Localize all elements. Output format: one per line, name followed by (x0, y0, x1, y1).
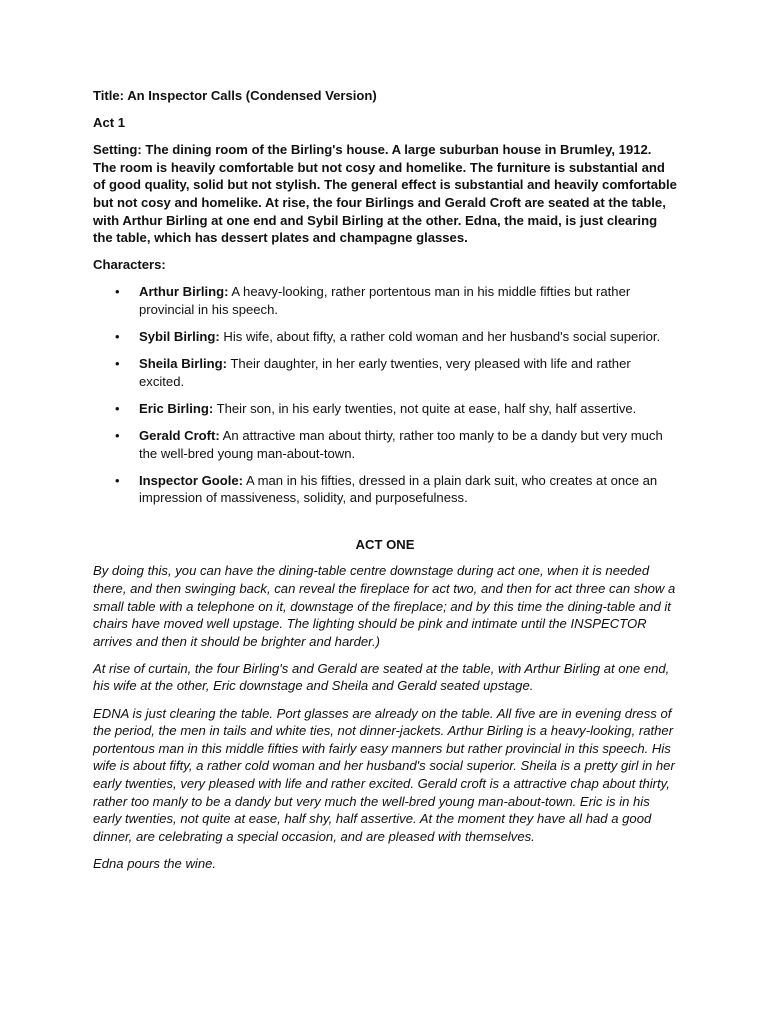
character-name: Arthur Birling: (139, 284, 229, 300)
character-item-sheila-birling (93, 355, 677, 390)
character-description: His wife, about fifty, a rather cold woman and her husband's social superior. (223, 329, 661, 345)
character-item-eric-birling (93, 400, 677, 418)
character-item-arthur-birling (93, 283, 677, 318)
setting-paragraph: Setting: The dining room of the Birling's house. A large suburban house in Brumley, 1912. The room is heavily comfortable but not cosy and homelike. The furniture is substantial and of good quality, solid but not stylish. The general effect is substantial and heavily comfortable but not cosy and homelike. At rise, the four Birlings and Gerald Croft are seated at the table, with Arthur Birling at one end and Sybil Birling at the other. Edna, the maid, is just clearing the table, which has dessert plates and champagne glasses. (93, 142, 677, 246)
bullet-icon: • (115, 472, 120, 488)
character-description: Their son, in his early twenties, not quite at ease, half shy, half assertive. (216, 400, 637, 416)
characters-heading: Characters: (93, 257, 166, 273)
bullet-icon: • (115, 400, 120, 416)
character-item-sybil-birling (93, 328, 677, 346)
stage-direction-paragraph: By doing this, you can have the dining-table centre downstage during act one, when it is needed there, and then swinging back, can reveal the fireplace for act two, and then for act three can show a small table with a telephone on it, downstage of the fireplace; and by this time the dining-table and it chairs have moved well upstage. The lighting should be pink and intimate until the INSPECTOR arrives and then it should be brighter and harder.) (93, 563, 676, 649)
bullet-icon: • (115, 284, 120, 300)
bullet-icon: • (115, 329, 120, 345)
character-description: A man in his fifties, dressed in a plain dark suit, who creates at once an impression of massiveness, solidity, and purposefulness. (139, 472, 658, 506)
stage-direction-paragraph: EDNA is just clearing the table. Port glasses are already on the table. All five are in evening dress of the period, the men in tails and white ties, not dinner-jackets. Arthur Birling is a heavy-looking, rather portentous man in this middle fifties with fairly easy manners but rather provincial in this speech. His wife is about fifty, a rather cold woman and her husband's social superior. Sheila is a pretty girl in her early twenties, very pleased with life and rather excited. Gerald croft is a attractive chap about thirty, rather too manly to be a dandy but very much the well-bred young man-about-town. Eric is in his early twenties, not quite at ease, half shy, half assertive. At the moment they have all had a good dinner, are celebrating a special occasion, and are pleased with themselves. (93, 705, 675, 844)
stage-direction-paragraph: Edna pours the wine. (93, 855, 217, 871)
character-description: A heavy-looking, rather portentous man in his middle fifties but rather provincial in his speech. (139, 284, 631, 317)
bullet-icon: • (115, 356, 120, 372)
stage-direction-paragraph: At rise of curtain, the four Birling's and Gerald are seated at the table, with Arthur Birling at one end, his wife at the other, Eric downstage and Sheila and Gerald seated upstage. (93, 660, 670, 694)
character-item-inspector-goole (93, 472, 677, 507)
act-one-heading: ACT ONE (355, 536, 415, 552)
character-description: Their daughter, in her early twenties, very pleased with life and rather excited. (139, 356, 631, 389)
bullet-icon: • (115, 427, 120, 443)
document-title: Title: An Inspector Calls (Condensed Version) (93, 88, 377, 103)
document-page (93, 87, 677, 882)
character-description: An attractive man about thirty, rather too manly to be a dandy but very much the well-bred young man-about-town. (139, 427, 663, 461)
character-name: Sybil Birling: (139, 329, 220, 345)
character-name: Inspector Goole: (139, 472, 244, 488)
act-label: Act 1 (93, 115, 126, 131)
character-name: Sheila Birling: (139, 356, 228, 372)
characters-list (93, 283, 677, 506)
character-item-gerald-croft (93, 427, 677, 462)
character-name: Gerald Croft: (139, 427, 220, 443)
character-name: Eric Birling: (139, 400, 214, 416)
